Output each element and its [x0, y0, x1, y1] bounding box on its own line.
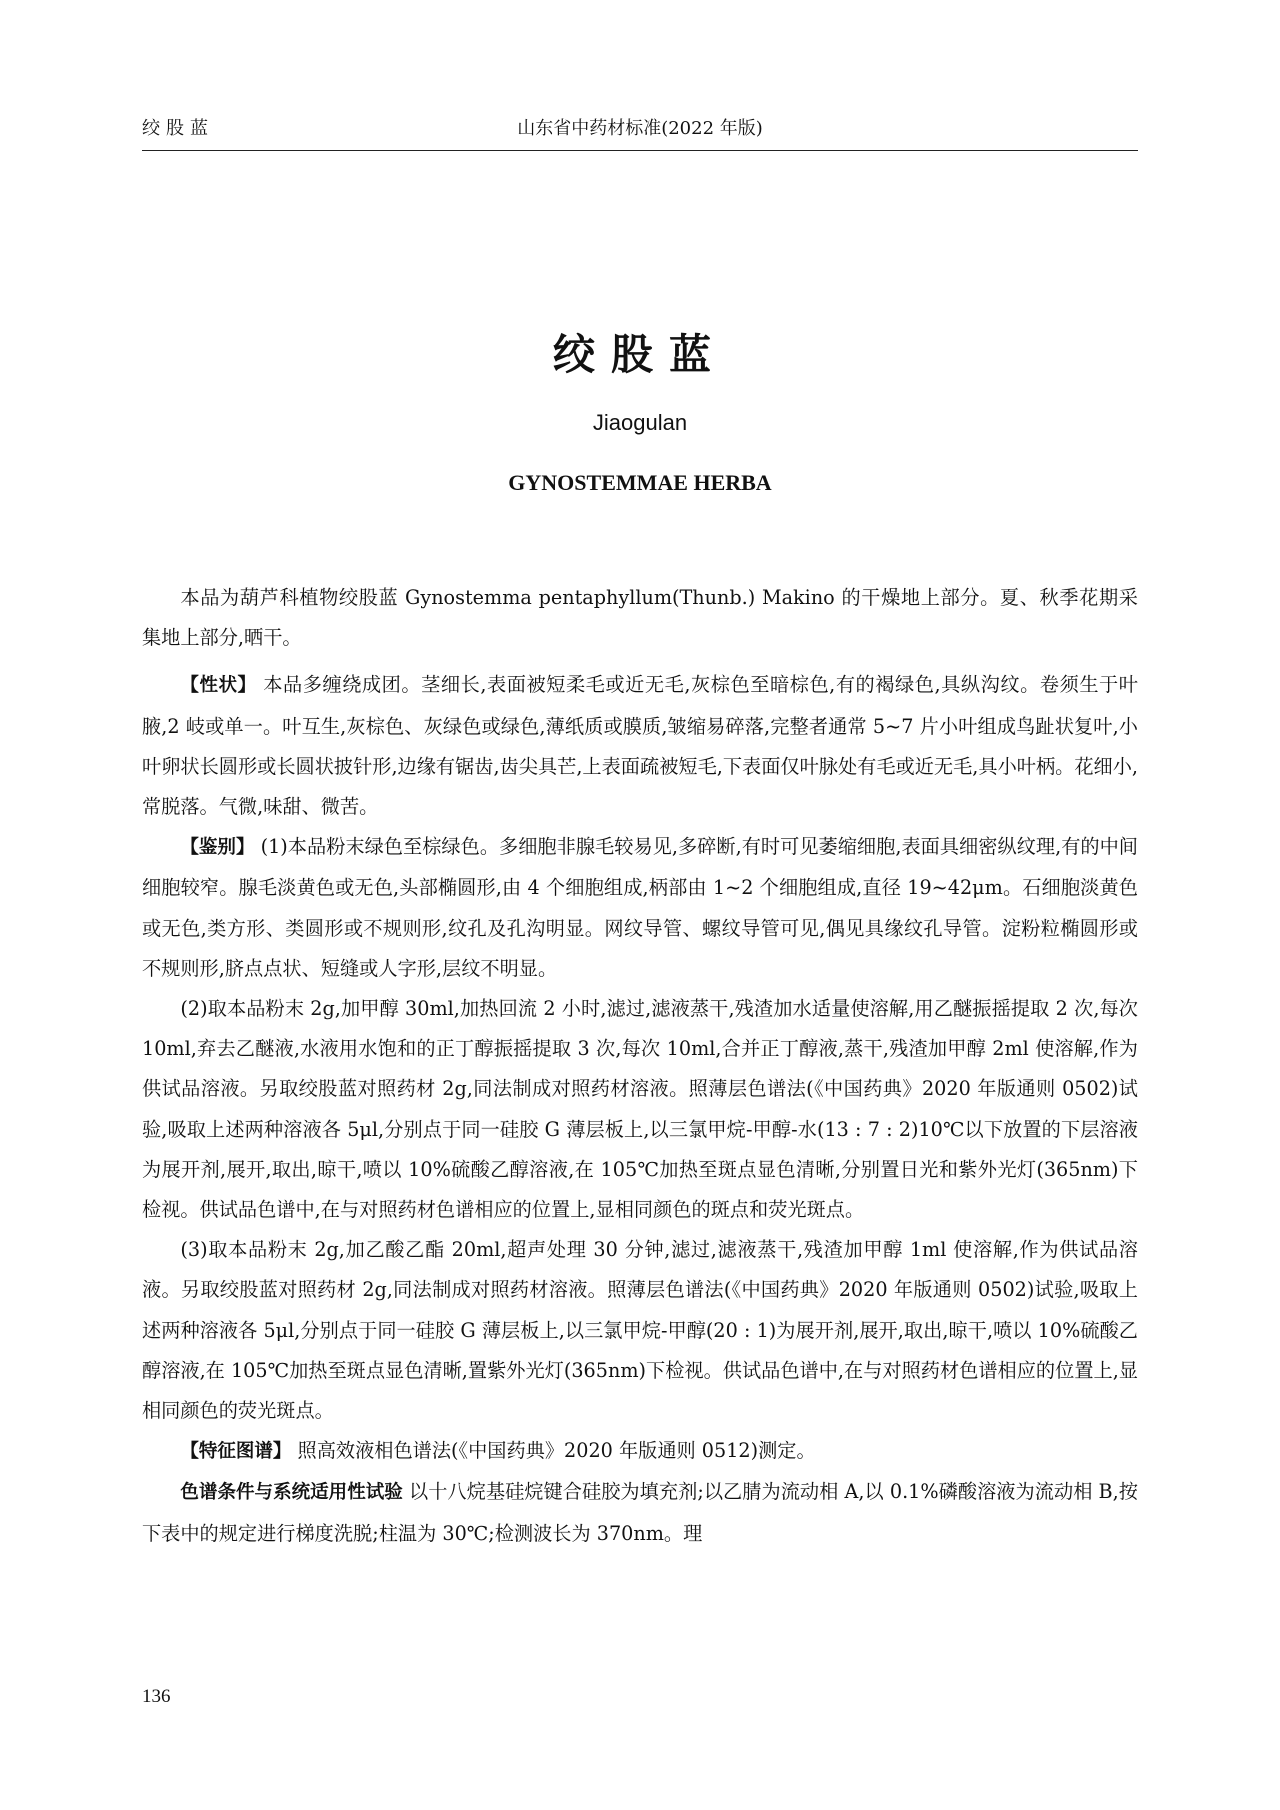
- identification-text-1: (1)本品粉末绿色至棕绿色。多细胞非腺毛较易见,多碎断,有时可见萎缩细胞,表面具细密纵纹理,有的中间细胞较窄。腺毛淡黄色或无色,头部椭圆形,由 4 个细胞组成,柄部由 1~2 个细胞组成,直径 19~42μm。石细胞淡黄色或无色,类方形、类圆形或不规则形,纹孔及孔沟明显。网纹导管、螺纹导管可见,偶见具缘纹孔导管。淀粉粒椭圆形或不规则形,脐点点状、短缝或人字形,层纹不明显。: [142, 835, 1138, 980]
- intro-paragraph: 本品为葫芦科植物绞股蓝 Gynostemma pentaphyllum(Thunb.) Makino 的干燥地上部分。夏、秋季花期采集地上部分,晒干。: [142, 586, 1138, 650]
- identification-paragraph-1: [142, 827, 1138, 989]
- chromatography-paragraph: [142, 1472, 1138, 1553]
- monograph-body: [142, 578, 1138, 1554]
- identification-heading: 【鉴别】: [180, 837, 255, 859]
- monograph-title: 绞股蓝: [552, 330, 727, 379]
- header-rule: [142, 150, 1138, 151]
- page-number: 136: [142, 1686, 171, 1707]
- running-header-left: 绞股蓝: [142, 118, 214, 139]
- properties-heading: 【性状】: [180, 675, 257, 697]
- fingerprint-text: 照高效液相色谱法(《中国药典》2020 年版通则 0512)测定。: [297, 1439, 816, 1463]
- monograph-latin-name: GYNOSTEMMAE HERBA: [508, 470, 772, 495]
- identification-paragraph-3: (3)取本品粉末 2g,加乙酸乙酯 20ml,超声处理 30 分钟,滤过,滤液蒸干,残渣加甲醇 1ml 使溶解,作为供试品溶液。另取绞股蓝对照药材 2g,同法制成对照药材溶液。照薄层色谱法(《中国药典》2020 年版通则 0502)试验,吸取上述两种溶液各 5μl,分别点于同一硅胶 G 薄层板上,以三氯甲烷-甲醇(20 : 1)为展开剂,展开,取出,晾干,喷以 10%硫酸乙醇溶液,在 105℃加热至斑点显色清晰,置紫外光灯(365nm)下检视。供试品色谱中,在与对照药材色谱相应的位置上,显相同颜色的荧光斑点。: [142, 1238, 1138, 1423]
- properties-text: 本品多缠绕成团。茎细长,表面被短柔毛或近无毛,灰棕色至暗棕色,有的褐绿色,具纵沟纹。卷须生于叶腋,2 岐或单一。叶互生,灰棕色、灰绿色或绿色,薄纸质或膜质,皱缩易碎落,完整者通常 5~7 片小叶组成鸟趾状复叶,小叶卵状长圆形或长圆状披针形,边缘有锯齿,齿尖具芒,上表面疏被短毛,下表面仅叶脉处有毛或近无毛,具小叶柄。花细小,常脱落。气微,味甜、微苦。: [142, 673, 1138, 819]
- fingerprint-paragraph: [142, 1431, 1138, 1472]
- chromatography-text: 以十八烷基硅烷键合硅胶为填充剂;以乙腈为流动相 A,以 0.1%磷酸溶液为流动相 B,按下表中的规定进行梯度洗脱;柱温为 30℃;检测波长为 370nm。理: [142, 1480, 1138, 1545]
- chromatography-heading: 色谱条件与系统适用性试验: [180, 1482, 403, 1504]
- monograph-pinyin: Jiaogulan: [592, 410, 688, 435]
- fingerprint-heading: 【特征图谱】: [180, 1441, 292, 1463]
- running-header-title: 山东省中药材标准(2022 年版): [517, 118, 763, 139]
- identification-paragraph-2: (2)取本品粉末 2g,加甲醇 30ml,加热回流 2 小时,滤过,滤液蒸干,残渣加水适量使溶解,用乙醚振摇提取 2 次,每次 10ml,弃去乙醚液,水液用水饱和的正丁醇振摇提取 3 次,每次 10ml,合并正丁醇液,蒸干,残渣加甲醇 2ml 使溶解,作为供试品溶液。另取绞股蓝对照药材 2g,同法制成对照药材溶液。照薄层色谱法(《中国药典》2020 年版通则 0502)试验,吸取上述两种溶液各 5μl,分别点于同一硅胶 G 薄层板上,以三氯甲烷-甲醇-水(13 : 7 : 2)10℃以下放置的下层溶液为展开剂,展开,取出,晾干,喷以 10%硫酸乙醇溶液,在 105℃加热至斑点显色清晰,分别置日光和紫外光灯(365nm)下检视。供试品色谱中,在与对照药材色谱相应的位置上,显相同颜色的斑点和荧光斑点。: [142, 997, 1138, 1222]
- properties-paragraph: [142, 665, 1138, 827]
